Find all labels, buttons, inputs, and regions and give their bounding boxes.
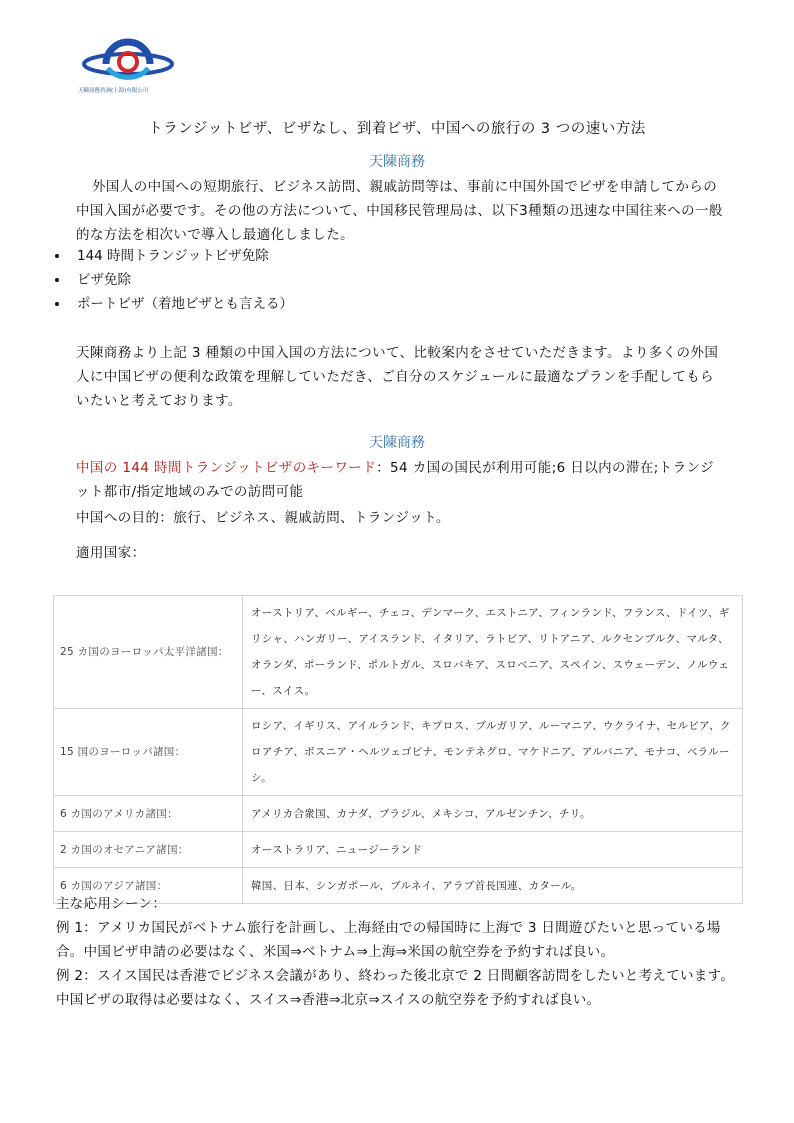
region-cell: 6 カ国のアメリカ諸国：: [54, 796, 243, 832]
list-item: [55, 244, 293, 268]
keyword-label: 中国の 144 時間トランジットビザのキーワード: [76, 460, 377, 476]
keyword-paragraph: [76, 456, 724, 504]
closing-paragraph: 天陳商務より上記 3 種類の中国入国の方法について、比較案内をさせていただきます。より多くの外国人に中国ビザの便利な政策を理解していただき、ご自分のスケジュールに最適なプランを手配してもらいたいと考えております。: [76, 345, 719, 409]
table-row: [54, 596, 743, 709]
document-title: トランジットビザ、ビザなし、到着ビザ、中国への旅行の 3 つの速い方法: [148, 121, 646, 137]
countries-cell: オーストラリア、ニュージーランド: [243, 832, 743, 868]
table-row: [54, 796, 743, 832]
region-cell: 15 国のヨーロッパ諸国：: [54, 709, 243, 796]
logo-caption: 天陳商務咨詢(上海)有限公司: [78, 88, 149, 94]
bullet-icon: [55, 254, 59, 258]
example-2: 例 2：スイス国民は香港でビジネス会議があり、終わった後北京で 2 日間顧客訪問をしたいと考えています。中国ビザの取得は必要はなく、スイス⇒香港⇒北京⇒スイスの航空券を予約すれば良い。: [56, 968, 735, 1008]
countries-table: [53, 595, 743, 904]
table-row: [54, 832, 743, 868]
intro-paragraph: 外国人の中国への短期旅行、ビジネス訪問、親戚訪問等は、事前に中国外国でビザを申請してからの中国入国が必要です。その他の方法について、中国移民管理局は、以下3種類の迅速な中国往来への一般的な方法を相次いで導入し最適化しました。: [76, 179, 723, 243]
table-row: [54, 709, 743, 796]
bullet-icon: [55, 278, 59, 282]
list-item-label: 144 時間トランジットビザ免除: [77, 248, 269, 264]
countries-cell: 韓国、日本、シンガポール、ブルネイ、アラブ首長国連、カタール。: [243, 868, 743, 904]
keyword-text: ：54 カ国の国民が利用可能;6 日以内の滞在;トランジット都市/指定地域のみでの訪問可能: [76, 460, 714, 500]
list-item: [55, 292, 293, 316]
list-item-label: ビザ免除: [77, 272, 131, 288]
countries-cell: ロシア、イギリス、アイルランド、キプロス、ブルガリア、ルーマニア、ウクライナ、セルビア、クロアチア、ボスニア・ヘルツェゴビナ、モンテネグロ、マケドニア、アルバニア、モナコ、ベラルーシ。: [243, 709, 743, 796]
region-cell: 2 カ国のオセアニア諸国：: [54, 832, 243, 868]
entry-method-list: [55, 244, 293, 316]
region-cell: 6 カ国のアジア諸国：: [54, 868, 243, 904]
scenes-heading: 主な応用シーン：: [56, 896, 167, 912]
purpose-line: 中国への目的：旅行、ビジネス、親戚訪問、トランジット。: [76, 510, 450, 526]
list-item: [55, 268, 293, 292]
company-logo: [78, 38, 178, 92]
countries-cell: アメリカ合衆国、カナダ、ブラジル、メキシコ、アルゼンチン、チリ。: [243, 796, 743, 832]
countries-cell: オーストリア、ベルギー、チェコ、デンマーク、エストニア、フィンランド、フランス、ドイツ、ギリシャ、ハンガリー、アイスランド、イタリア、ラトビア、リトアニア、ルクセンブルク、マルタ、オランダ、ポーランド、ポルトガル、スロバキア、スロベニア、スペイン、スウェーデン、ノルウェー、スイス。: [243, 596, 743, 709]
application-scenes: [56, 892, 736, 1012]
region-cell: 25 カ国のヨーロッパ太平洋諸国：: [54, 596, 243, 709]
bullet-icon: [55, 302, 59, 306]
applicable-countries-label: 適用国家：: [76, 545, 146, 561]
list-item-label: ポートビザ（着地ビザとも言える）: [77, 296, 293, 312]
section-heading-2: 天陳商務: [369, 435, 425, 451]
section-heading-1: 天陳商務: [369, 154, 425, 170]
example-1: 例 1：アメリカ国民がベトナム旅行を計画し、上海経由での帰国時に上海で 3 日間遊びたいと思っている場合。中国ビザ申請の必要はなく、米国⇒ベトナム⇒上海⇒米国の航空券を予約すれば良い。: [56, 920, 721, 960]
